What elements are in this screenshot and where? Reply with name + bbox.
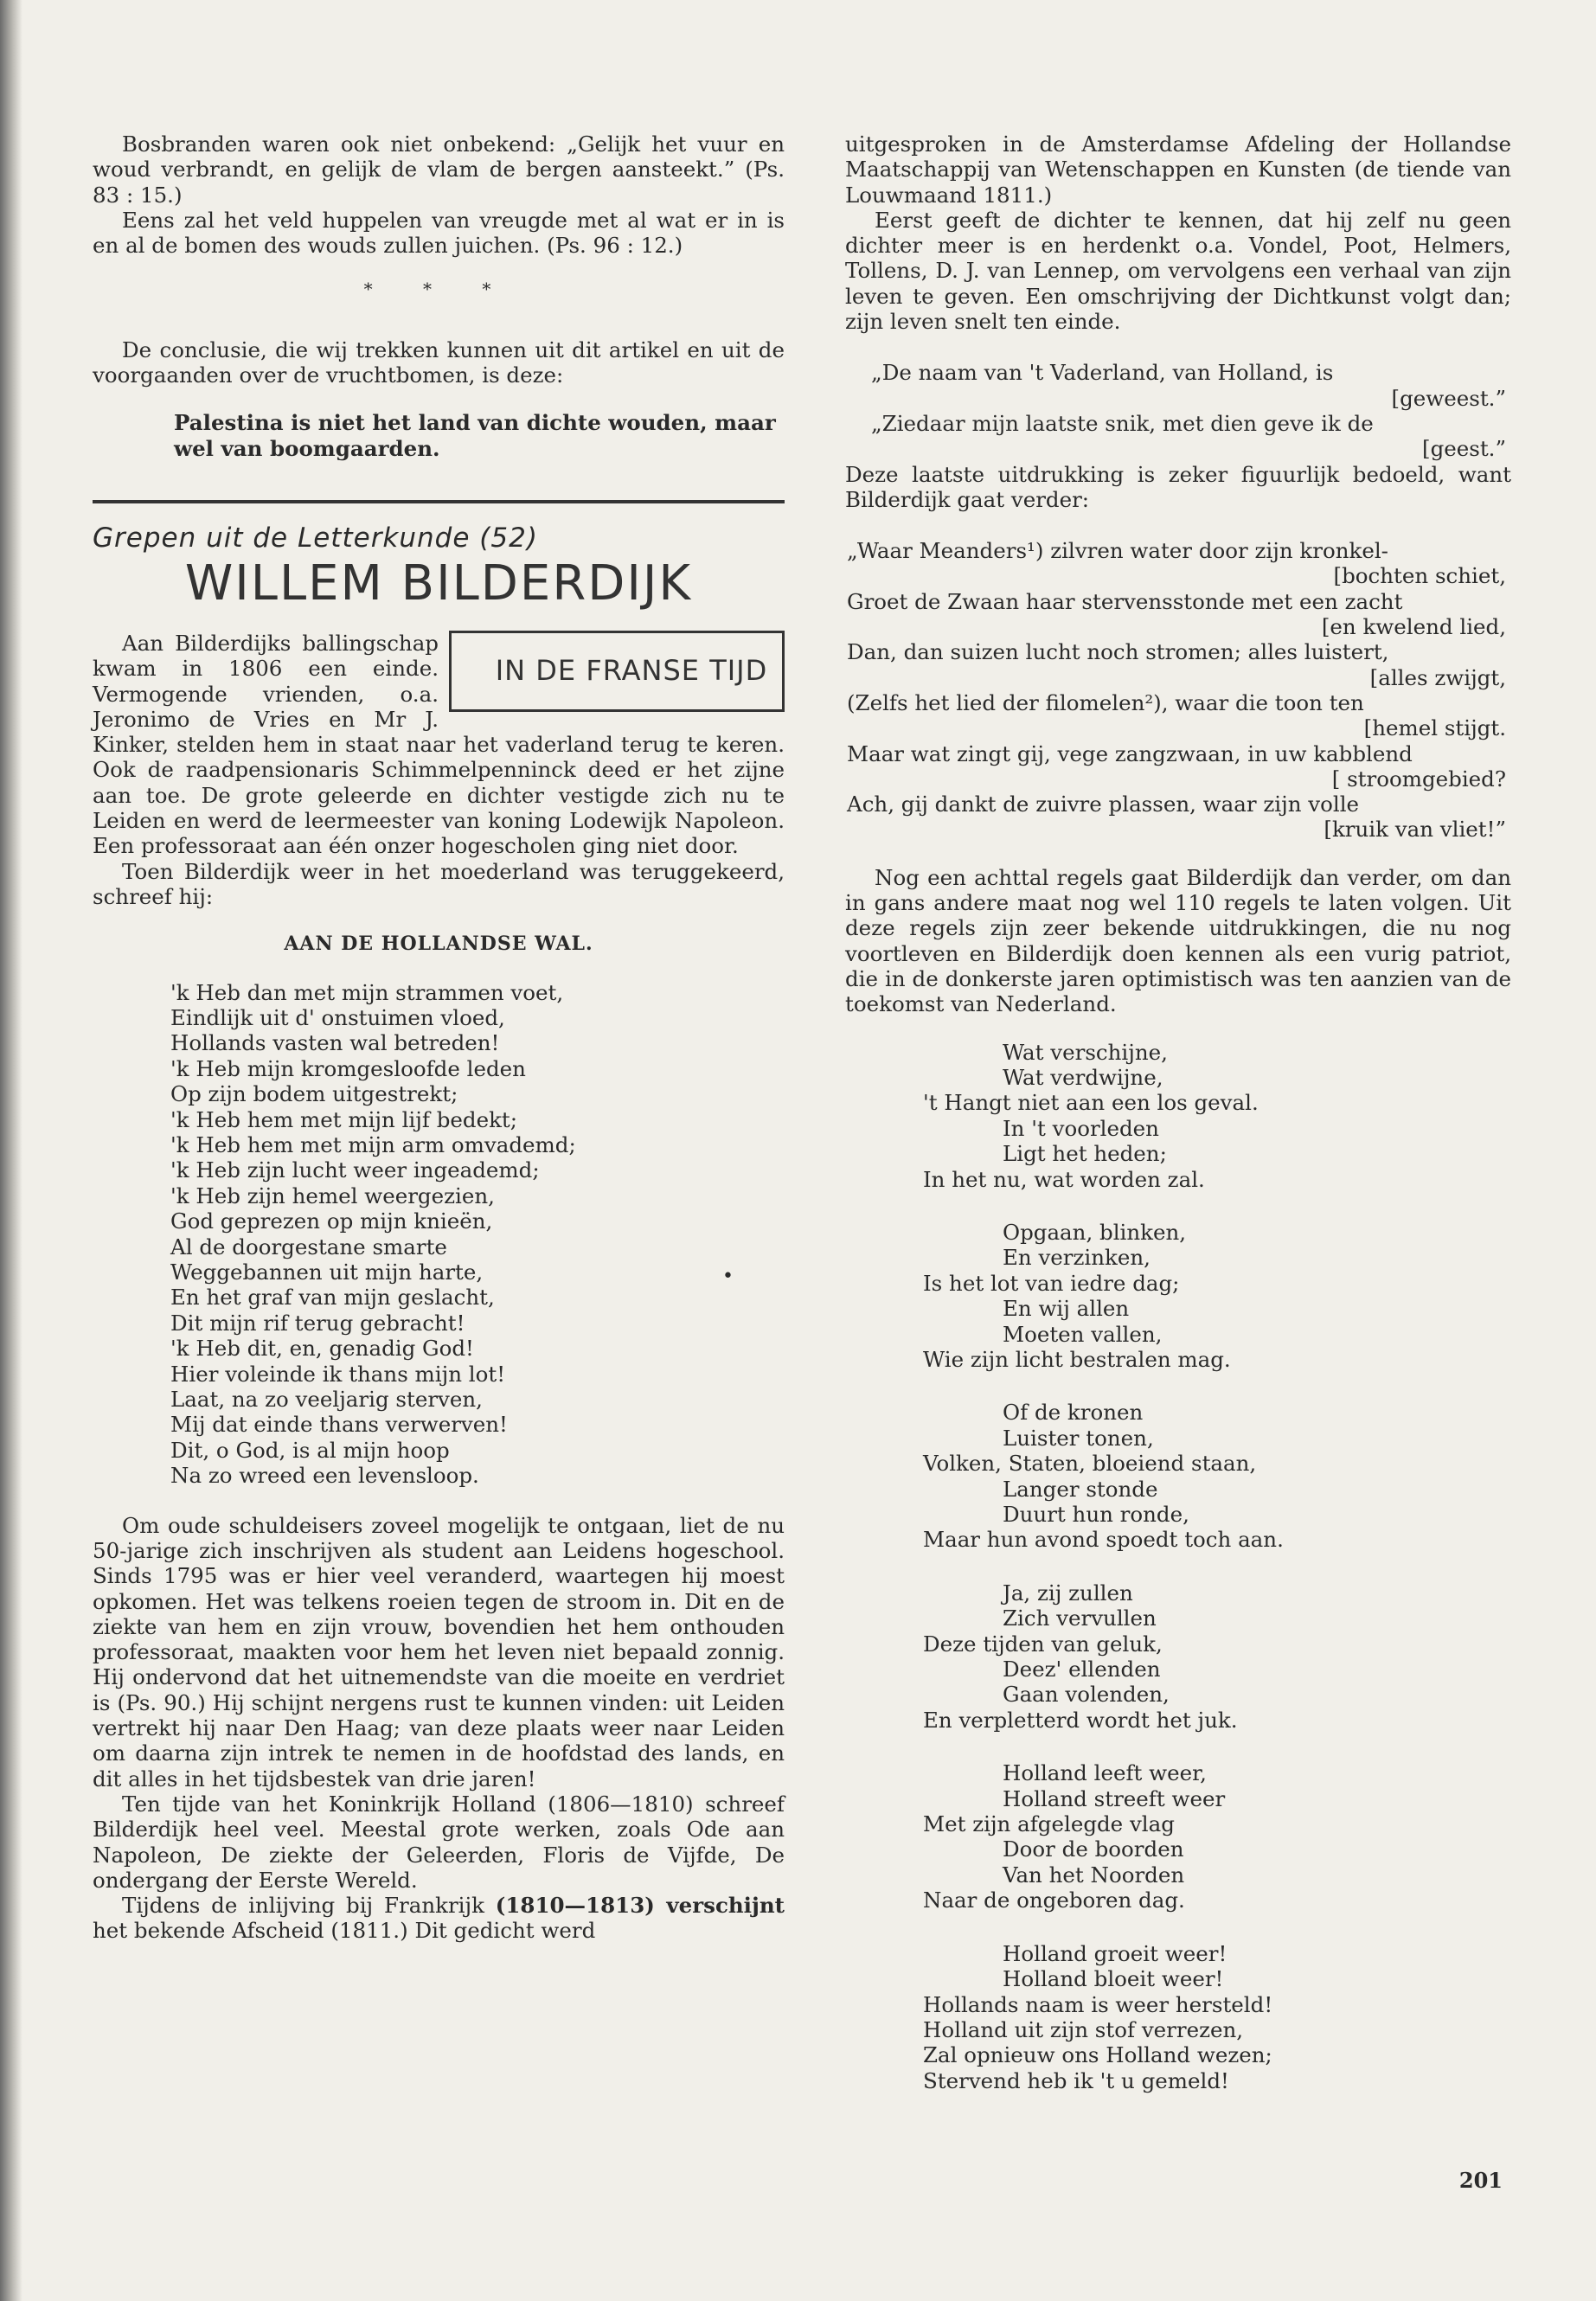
poem-line: Dit, o God, is al mijn hoop (170, 1437, 450, 1463)
stanza-line: En verzinken, (1003, 1245, 1151, 1271)
article-paragraph-4: Ten tijde van het Koninkrijk Holland (1806—1810) schreef Bilderdijk heel veel. Meestal grote werken, zoals Ode aan Napoleon, De ziekte der Geleerden, Floris de Vijfde, De ondergang der Eerste Wereld. (93, 1791, 785, 1893)
stanza-line: Zich vervullen (1003, 1606, 1157, 1631)
poem-line: Mij dat einde thans verwerven! (170, 1412, 508, 1438)
poem-aan-de-hollandse-wal (93, 980, 785, 1489)
stanza-line: Langer stonde (1003, 1476, 1158, 1502)
article-paragraph-2: Toen Bilderdijk weer in het moederland was teruggekeerd, schreef hij: (93, 858, 785, 909)
quote-2-line-a: „Ziedaar mijn laatste snik, met dien geve ik de (871, 410, 1374, 436)
intro-paragraph-2: Eens zal het veld huppelen van vreugde met al wat er in is en al de bomen des wouds zullen juichen. (Ps. 96 : 12.) (93, 207, 785, 259)
stanza-line: Holland leeft weer, (1003, 1760, 1207, 1786)
poem-line: Op zijn bodem uitgestrekt; (170, 1081, 458, 1107)
stanza-line: Wie zijn licht bestralen mag. (923, 1346, 1231, 1372)
poem-line: 'k Heb hem met mijn lijf bedekt; (170, 1106, 518, 1132)
meander-poem (845, 538, 1511, 843)
poem-line: Laat, na zo veeljarig sterven, (170, 1387, 483, 1413)
stanza-line: Ja, zij zullen (1003, 1580, 1133, 1606)
stanza-line: En verpletterd wordt het juk. (923, 1707, 1238, 1733)
stanza-line: Holland streeft weer (1003, 1785, 1226, 1811)
intro-paragraph-1: Bosbranden waren ook niet onbekend: „Gelijk het vuur en woud verbrandt, en gelijk de vlam de bergen aansteekt.” (Ps. 83 : 15.) (93, 131, 785, 208)
poem-line: Hollands vasten wal betreden! (170, 1030, 500, 1056)
article-paragraph-5 (93, 1893, 785, 1944)
stanza-line: Deze tijden van geluk, (923, 1631, 1163, 1657)
right-paragraph-3: Deze laatste uitdrukking is zeker figuurlijk bedoeld, want Bilderdijk gaat verder: (845, 461, 1511, 512)
stanza-line: Gaan volenden, (1003, 1682, 1170, 1708)
stanza-line: Wat verschijne, (1003, 1039, 1168, 1065)
stanza-line: Moeten vallen, (1003, 1321, 1163, 1347)
article-paragraph-3: Om oude schuldeisers zoveel mogelijk te ontgaan, liet de nu 50-jarige zich inschrijven als student aan Leidens hogeschool. Sinds 1795 was er hier veel veranderd, waartegen hij moest opkomen. Het was telkens roeien tegen de stroom in. Dit en de ziekte van hem en zijn vrouw, bovendien het hem onthouden professoraat, maakten voor hem het leven niet bepaald zonnig. Hij ondervond dat het uitnemendste van die moeite en verdriet is (Ps. 90.) Hij schijnt nergens rust te kunnen vinden: uit Leiden vertrekt hij naar Den Haag; van deze plaats weer naar Leiden om daarna zijn intrek te nemen in de hoofdstad des lands, en dit alles in het tijdsbestek van drie jaren! (93, 1512, 785, 1791)
meander-line: „Waar Meanders¹) zilvren water door zijn kronkel- (847, 538, 1388, 564)
meander-line-continuation: [kruik van vliet!” (1324, 817, 1506, 843)
quote-1-line-a: „De naam van 't Vaderland, van Holland, is (871, 360, 1334, 386)
poem-line: Na zo wreed een levensloop. (170, 1463, 479, 1489)
stanza-line: Zal opnieuw ons Holland wezen; (923, 2042, 1272, 2068)
section-separator: * * * (363, 279, 514, 300)
poem-line: 'k Heb dan met mijn strammen voet, (170, 979, 564, 1005)
poem-line: 'k Heb mijn kromgesloofde leden (170, 1055, 526, 1081)
stanza-line: En wij allen (1003, 1296, 1130, 1322)
meander-line-continuation: [hemel stijgt. (1363, 715, 1506, 741)
meander-line: Ach, gij dankt de zuivre plassen, waar zijn volle (847, 792, 1360, 817)
stanza-line: Wat verdwijne, (1003, 1064, 1163, 1090)
poem-stanza (845, 1400, 1511, 1552)
paragraph-5-bold: (1810—1813) verschijnt (495, 1893, 785, 1919)
right-column (845, 131, 1511, 2121)
poem-line: 'k Heb hem met mijn arm omvademd; (170, 1131, 576, 1157)
poem-line: Eindlijk uit d' onstuimen vloed, (170, 1004, 505, 1030)
stanza-line: Volken, Staten, bloeiend staan, (923, 1451, 1257, 1477)
stanza-line: Is het lot van iedre dag; (923, 1270, 1180, 1296)
stanza-line: Holland uit zijn stof verrezen, (923, 2016, 1244, 2042)
article-title: WILLEM BILDERDIJK (184, 554, 693, 612)
right-paragraph-1: uitgesproken in de Amsterdamse Afdeling der Hollandse Maatschappij van Wetenschappen en Kunsten (de tiende van Louwmaand 1811.) (845, 131, 1511, 208)
meander-line: Groet de Zwaan haar stervensstonde met een zacht (847, 588, 1403, 614)
stanza-line: Door de boorden (1003, 1836, 1184, 1862)
patriotic-poem (845, 1040, 1511, 2094)
quote-1-line-b: [geweest.” (1391, 385, 1506, 411)
inset-box-heading: IN DE FRANSE TIJD (449, 631, 785, 712)
meander-line-continuation: [ stroomgebied? (1331, 766, 1506, 792)
article-paragraph-1-text: Aan Bilderdijks ballingschap kwam in 1806 een einde. Vermogende vrienden, o.a. Jeronimo de Vries en Mr J. Kinker, stelden hem in staat naar het vaderland terug te keren. Ook de raadpensionaris Schimmelpenninck deed er het zijne aan toe. De grote geleerde en dichter vestigde zich nu te Leiden en werd de leermeester van koning Lodewijk Napoleon. Een professoraat aan één onzer hogescholen ging niet door. (93, 630, 785, 859)
stanza-line: In 't voorleden (1003, 1115, 1159, 1141)
section-divider (93, 500, 785, 503)
article-paragraph-1 (93, 631, 785, 859)
stanza-line: Of de kronen (1003, 1400, 1144, 1426)
bold-statement: Palestina is niet het land van dichte wouden, maar wel van boomgaarden. (174, 410, 776, 462)
poem-stanza (845, 1040, 1511, 1192)
poem-stanza (845, 1760, 1511, 1913)
poem-stanza (845, 1580, 1511, 1733)
quote-2-line-b: [geest.” (1422, 436, 1506, 462)
meander-line: Maar wat zingt gij, vege zangzwaan, in uw kabblend (847, 740, 1413, 766)
poem-stanza (845, 1941, 1511, 2093)
meander-line: Dan, dan suizen lucht noch stromen; alles luistert, (847, 639, 1389, 665)
right-paragraph-2: Eerst geeft de dichter te kennen, dat hij zelf nu geen dichter meer is en herdenkt o.a. Vondel, Poot, Helmers, Tollens, D. J. van Lennep, om vervolgens een verhaal van zijn leven te geven. Een omschrijving der Dichtkunst volgt dan; zijn leven snelt ten einde. (845, 207, 1511, 335)
meander-line-continuation: [bochten schiet, (1333, 563, 1506, 589)
poem-title: AAN DE HOLLANDSE WAL. (284, 933, 593, 956)
stanza-line: Holland bloeit weer! (1003, 1966, 1224, 1992)
poem-line: Weggebannen uit mijn harte, (170, 1259, 484, 1285)
stanza-line: Met zijn afgelegde vlag (923, 1811, 1175, 1837)
poem-line: 'k Heb zijn lucht weer ingeademd; (170, 1157, 540, 1183)
stanza-line: Holland groeit weer! (1003, 1940, 1227, 1966)
stanza-line: Deez' ellenden (1003, 1657, 1161, 1682)
stanza-line: Opgaan, blinken, (1003, 1219, 1187, 1245)
paragraph-5-start: Tijdens de inlijving bij Frankrijk (122, 1893, 484, 1919)
stray-dot: • (722, 1266, 734, 1287)
stanza-line: In het nu, wat worden zal. (923, 1166, 1205, 1192)
poem-line: Dit mijn rif terug gebracht! (170, 1310, 465, 1336)
conclusion-paragraph: De conclusie, die wij trekken kunnen uit dit artikel en uit de voorgaanden over de vruchtbomen, is deze: (93, 336, 785, 388)
poem-stanza (845, 1220, 1511, 1372)
poem-line: En het graf van mijn geslacht, (170, 1285, 495, 1311)
stanza-line: Maar hun avond spoedt toch aan. (923, 1527, 1284, 1553)
right-paragraph-4: Nog een achttal regels gaat Bilderdijk dan verder, om dan in gans andere maat nog wel 110 regels te laten volgen. Uit deze regels zijn zeer bekende uitdrukkingen, die nu nog voortleven en Bilderdijk doen kennen als een vurig patriot, die in de donkerste jaren optimistisch was ten aanzien van de toekomst van Nederland. (845, 864, 1511, 1017)
page-edge-shadow (0, 0, 22, 2301)
poem-line: 'k Heb dit, en, genadig God! (170, 1336, 474, 1362)
stanza-line: Duurt hun ronde, (1003, 1502, 1189, 1527)
meander-line-continuation: [en kwelend lied, (1321, 614, 1506, 640)
paragraph-5-end: het bekende Afscheid (1811.) Dit gedicht werd (93, 1918, 596, 1944)
poem-line: Al de doorgestane smarte (170, 1234, 447, 1259)
stanza-line: Luister tonen, (1003, 1425, 1154, 1451)
left-column (93, 131, 785, 1944)
stanza-line: Van het Noorden (1003, 1862, 1185, 1888)
stanza-line: Naar de ongeboren dag. (923, 1888, 1185, 1913)
stanza-line: Ligt het heden; (1003, 1141, 1167, 1167)
quotations (845, 360, 1511, 461)
page-number: 201 (1458, 2168, 1503, 2193)
meander-line-continuation: [alles zwijgt, (1369, 664, 1506, 690)
stanza-line: Stervend heb ik 't u gemeld! (923, 2067, 1229, 2093)
stanza-line: Hollands naam is weer hersteld! (923, 1991, 1273, 2017)
meander-line: (Zelfs het lied der filomelen²), waar die toon ten (847, 689, 1364, 715)
poem-line: 'k Heb zijn hemel weergezien, (170, 1183, 495, 1208)
poem-line: God geprezen op mijn knieën, (170, 1208, 493, 1234)
poem-line: Hier voleinde ik thans mijn lot! (170, 1361, 506, 1387)
series-heading: Grepen uit de Letterkunde (52) (93, 522, 538, 554)
stanza-line: 't Hangt niet aan een los geval. (923, 1090, 1259, 1116)
